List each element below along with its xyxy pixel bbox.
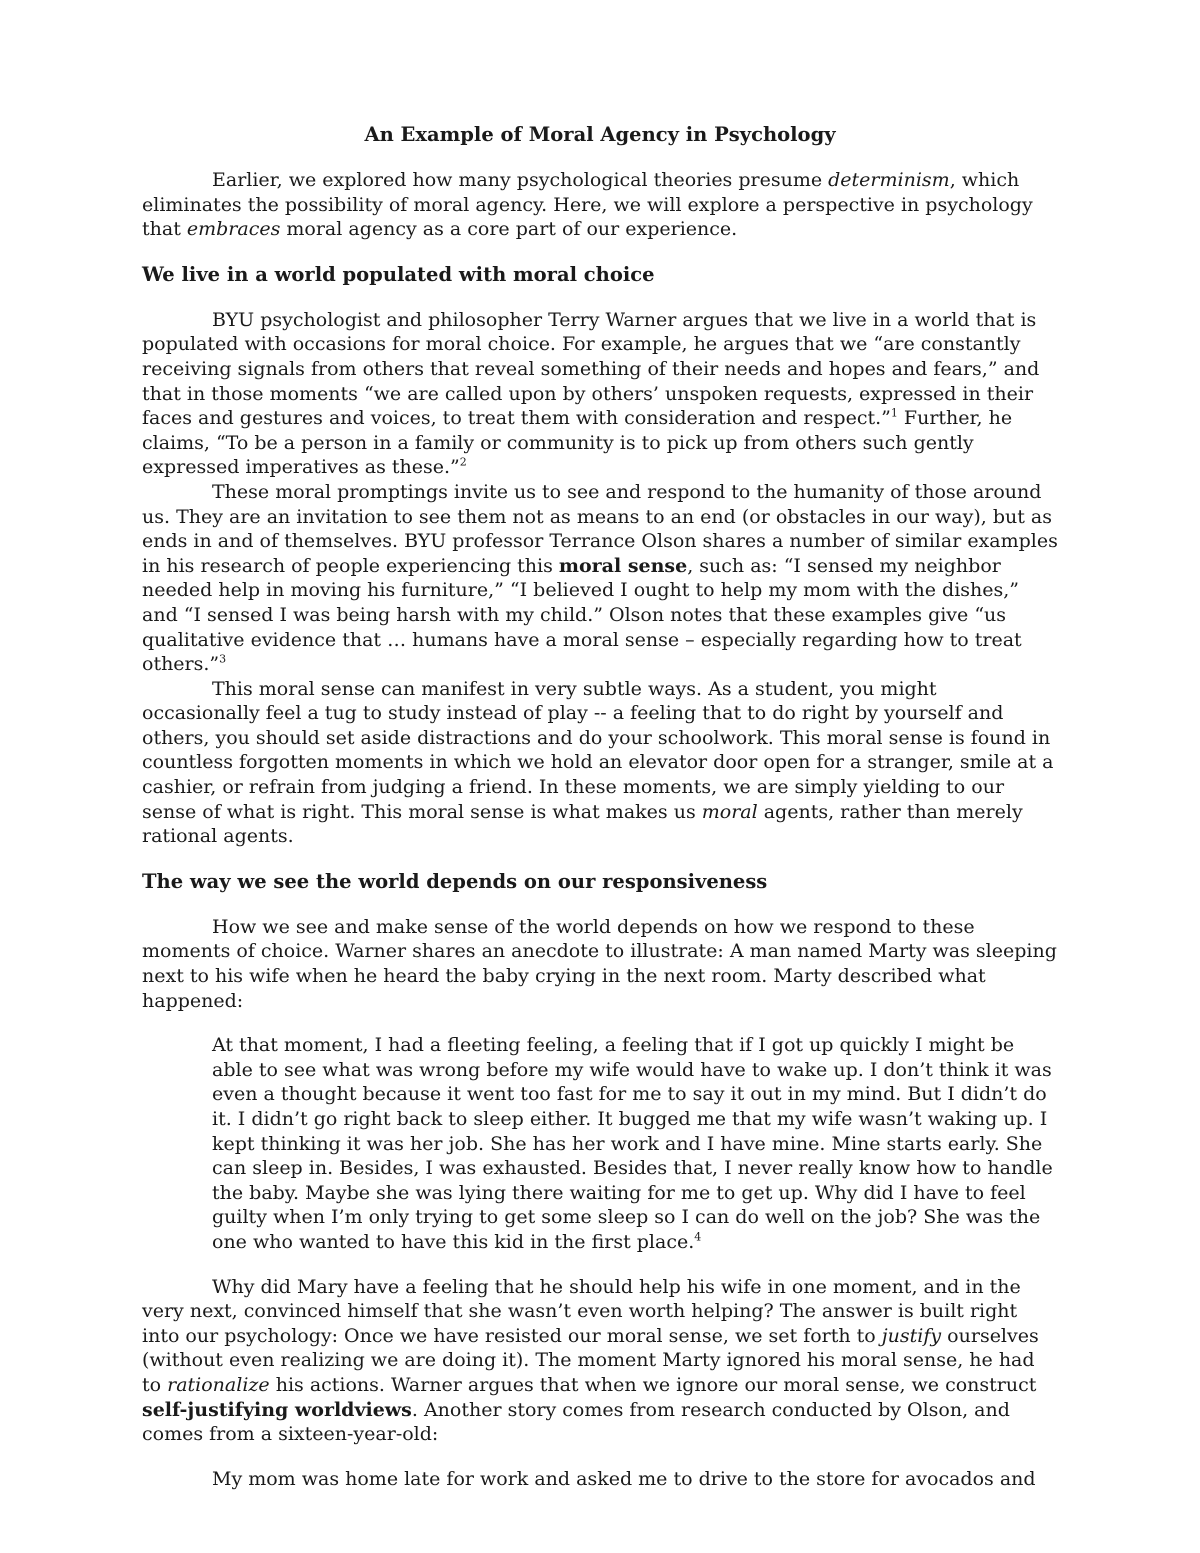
intro-paragraph: Earlier, we explored how many psychological theories presume determinism, which eliminates the possibility of moral agency. Here, we will explore a perspective in psychology that embraces moral agency as a core part of our experience. (142, 169, 1033, 241)
emphasis-rationalize: rationalize (167, 1373, 270, 1396)
paragraph-olson: These moral promptings invite us to see and respond to the humanity of those around us. They are an invitation to see them not as means to an end (or obstacles in our way), but as ends in and of themselves. BYU professor Terrance Olson shares a number of similar examples in his research of people experiencing this moral sense, such as: “I sensed my neighbor needed help in moving his furniture,” “I believed I ought to help my mom with the dishes,” and “I sensed I was being harsh with my child.” Olson notes that these examples give “us qualitative evidence that … humans have a moral sense – especially regarding how to treat others.”$^3$ (142, 480, 1058, 676)
footnote-marker-2: 2 (459, 456, 467, 470)
section-heading-responsiveness: The way we see the world depends on our responsiveness (142, 869, 768, 893)
emphasis-justify: justify (881, 1324, 942, 1347)
paragraph-marty-intro: How we see and make sense of the world depends on how we respond to these moments of choice. Warner shares an anecdote to illustrate: A man named Marty was sleeping next to his wife when he heard the baby crying in the next room. Marty described what happened: (142, 915, 1057, 1012)
bold-self-justifying: self-justifying worldviews (142, 1398, 412, 1421)
paragraph-justify: Why did Mary have a feeling that he should help his wife in one moment, and in the very next, convinced himself that she wasn’t even worth helping? The answer is built right into our psychology: Once we have resisted our moral sense, we set forth to justify ourselves (without even realizing we are doing it). The moment Marty ignored his moral sense, he had to rationalize his actions. Warner argues that when we ignore our moral sense, we construct self-justifying worldviews. Another story comes from research conducted by Olson, and comes from a sixteen-year-old: (142, 1275, 1039, 1446)
footnote-marker-3: 3 (219, 652, 227, 666)
emphasis-determinism: determinism (828, 169, 950, 191)
bold-moral-sense: moral sense (558, 554, 688, 577)
document-title: An Example of Moral Agency in Psychology (364, 123, 836, 146)
section-heading-moral-choice: We live in a world populated with moral choice (142, 262, 655, 286)
footnote-marker-4: 4 (694, 1230, 702, 1244)
emphasis-embraces: embraces (186, 218, 281, 241)
block-quote-sixteen-year-old: My mom was home late for work and asked me to drive to the store for avocados and (212, 1467, 1036, 1490)
block-quote-marty: At that moment, I had a fleeting feeling, a feeling that if I got up quickly I might be able to see what was wrong before my wife would have to wake up. I don’t think it was even a thought because it went too fast for me to say it out in my mind. But I didn’t do it. I didn’t go right back to sleep either. It bugged me that my wife wasn’t waking up. I kept thinking it was her job. She has her work and I have mine. Mine starts early. She can sleep in. Besides, I was exhausted. Besides that, I never really know how to handle the baby. Maybe she was lying there waiting for me to get up. Why did I have to feel guilty when I’m only trying to get some sleep so I can do well on the job? She was the one who wanted to have this kid in the first place.$^4$ (212, 1034, 1053, 1253)
footnote-marker-1: 1 (890, 406, 898, 420)
paragraph-subtle-ways: This moral sense can manifest in very subtle ways. As a student, you might occasionally feel a tug to study instead of play -- a feeling that to do right by yourself and others, you should set aside distractions and do your schoolwork. This moral sense is found in countless forgotten moments in which we hold an elevator door open for a stranger, smile at a cashier, or refrain from judging a friend. In these moments, we are simply yielding to our sense of what is right. This moral sense is what makes us moral agents, rather than merely rational agents. (142, 677, 1054, 848)
paragraph-warner: BYU psychologist and philosopher Terry Warner argues that we live in a world that is populated with occasions for moral choice. For example, he argues that we “are constantly receiving signals from others that reveal something of their needs and hopes and fears,” and that in those moments “we are called upon by others’ unspoken requests, expressed in their faces and gestures and voices, to treat them with consideration and respect.”$^1$ Further, he claims, “To be a person in a family or community is to pick up from others such gently expressed imperatives as these.”$^2$ (142, 308, 1040, 479)
emphasis-moral: moral (701, 800, 758, 823)
